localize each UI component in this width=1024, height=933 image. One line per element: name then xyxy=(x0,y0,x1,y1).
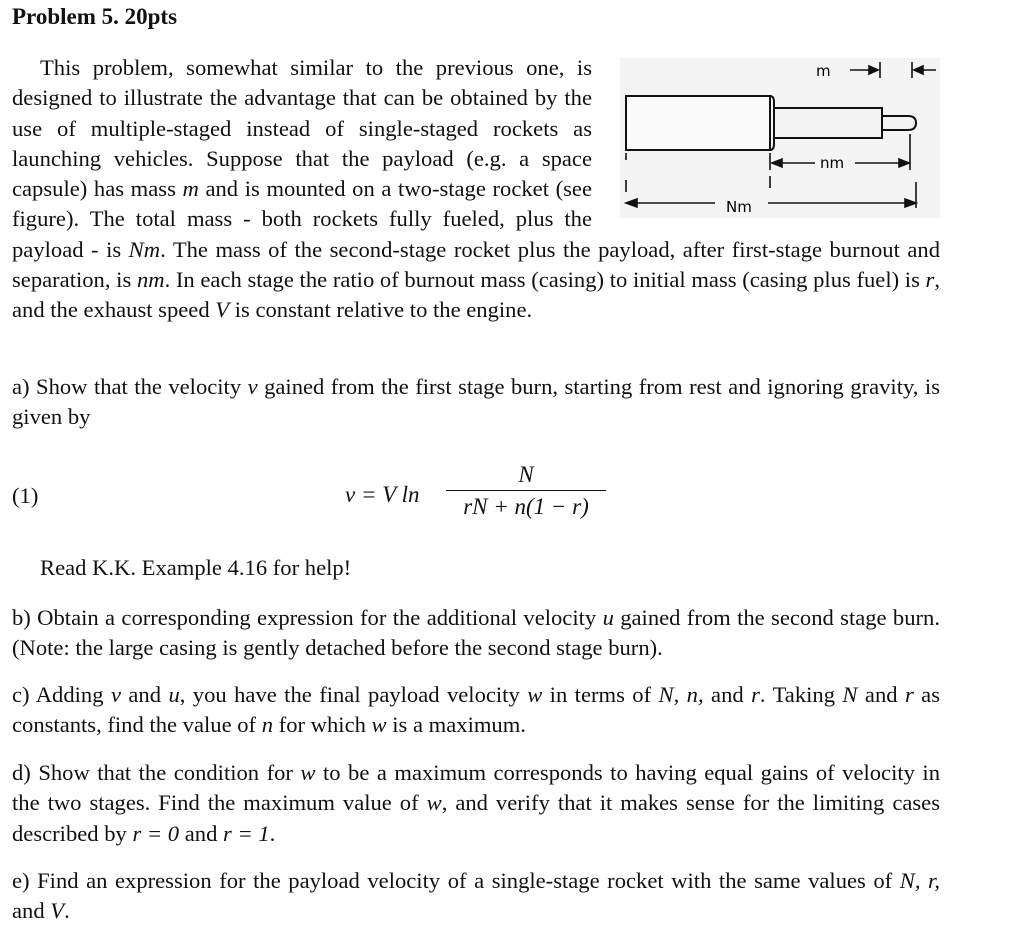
equation-number: (1) xyxy=(12,483,39,508)
equation-numerator: N xyxy=(518,462,534,487)
first-stage-body xyxy=(626,96,770,150)
rocket-diagram xyxy=(620,58,940,218)
equation-fraction xyxy=(446,460,606,523)
payload-capsule xyxy=(882,116,916,130)
equation-denominator: rN + n(1 − r) xyxy=(463,494,589,519)
intro-section xyxy=(12,53,940,326)
part-b: b) Obtain a corresponding expression for the additional velocity u gained from the second stage burn. (Note: the large casing is gently detached before the second stage burn). xyxy=(12,605,940,661)
part-a: a) Show that the velocity v gained from the first stage burn, starting from rest and ignoring gravity, is given by xyxy=(12,374,940,430)
equation-lhs: v = V ln xyxy=(345,482,420,507)
label-Nm: Nm xyxy=(726,198,752,216)
intro-paragraph: This problem, somewhat similar to the previous one, is designed to illustrate the advantage that can be obtained by the use of multiple-staged instead of single-staged rockets as launching vehicles. Suppose that the payload (e.g. a space capsule) has mass m and is mounted on a two-stage rocket (see figure). The total mass - both rockets fully fueled, plus the payload - is Nm. The mass of the second-stage rocket plus the payload, after first-stage burnout and separation, is nm. In each stage the ratio of burnout mass (casing) to initial mass (casing plus fuel) is r, and the exhaust speed V is constant relative to the engine. xyxy=(12,55,940,323)
label-m: m xyxy=(816,62,831,80)
part-d: d) Show that the condition for w to be a maximum corresponds to having equal gains of velocity in the two stages. Find the maximum value of w, and verify that it makes sense for the limiting cases described by r = 0 and r = 1. xyxy=(12,760,940,846)
rocket-figure xyxy=(620,58,940,218)
problem-title: Problem 5. 20pts xyxy=(12,4,178,29)
label-nm: nm xyxy=(820,154,845,172)
hint-text: Read K.K. Example 4.16 for help! xyxy=(40,555,352,580)
second-stage-body xyxy=(774,108,882,138)
part-e: e) Find an expression for the payload velocity of a single-stage rocket with the same values of N, r, and V. xyxy=(12,868,940,924)
part-c: c) Adding v and u, you have the final payload velocity w in terms of N, n, and r. Taking N and r as constants, find the value of n for which w is a maximum. xyxy=(12,682,941,738)
